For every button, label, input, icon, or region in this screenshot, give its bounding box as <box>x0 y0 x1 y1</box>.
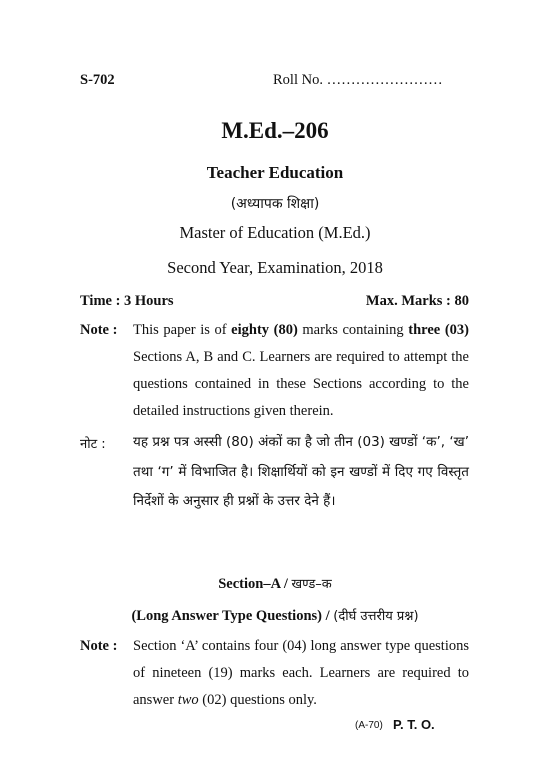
page-code: (A-70) <box>355 720 383 731</box>
time-allowed: Time : 3 Hours <box>80 293 174 309</box>
subject-title: Teacher Education <box>206 163 344 182</box>
subject-title-hindi: (अध्यापक शिक्षा) <box>230 196 320 212</box>
please-turn-over: P. T. O. <box>393 717 435 732</box>
section-a-subheading: (Long Answer Type Questions) / (दीर्घ उत्तरीय प्रश्न) <box>131 608 419 624</box>
section-a-instructions: Section ‘A’ contains four (04) long answer type questions of nineteen (19) marks each. Learners are required to answer two (02) questions only. <box>133 638 469 708</box>
section-a-note-label: Note : <box>80 638 118 654</box>
roll-number-label: Roll No. …………………… <box>273 72 443 88</box>
note-label-hindi: नोट : <box>80 437 106 452</box>
exam-name: Second Year, Examination, 2018 <box>167 258 383 277</box>
note-label: Note : <box>80 322 118 338</box>
paper-code: S-702 <box>80 72 115 88</box>
instructions-english: This paper is of eighty (80) marks containing three (03) Sections A, B and C. Learners are required to attempt the questions contained in these Sections according to the detailed instructions given therein. <box>133 322 469 419</box>
course-code-title: M.Ed.–206 <box>221 118 329 143</box>
program-name: Master of Education (M.Ed.) <box>179 223 371 242</box>
instructions-hindi: यह प्रश्न पत्र अस्सी (80) अंकों का है जो तीन (03) खण्डों ‘क’, ‘ख’ तथा ‘ग’ में विभाजित है। शिक्षार्थियों को इन खण्डों में दिए गए विस्तृत निर्देशों के अनुसार ही प्रश्नों के उत्तर देने हैं। <box>133 434 469 509</box>
section-a-heading: Section–A / खण्ड–क <box>218 576 332 592</box>
max-marks: Max. Marks : 80 <box>365 293 469 309</box>
